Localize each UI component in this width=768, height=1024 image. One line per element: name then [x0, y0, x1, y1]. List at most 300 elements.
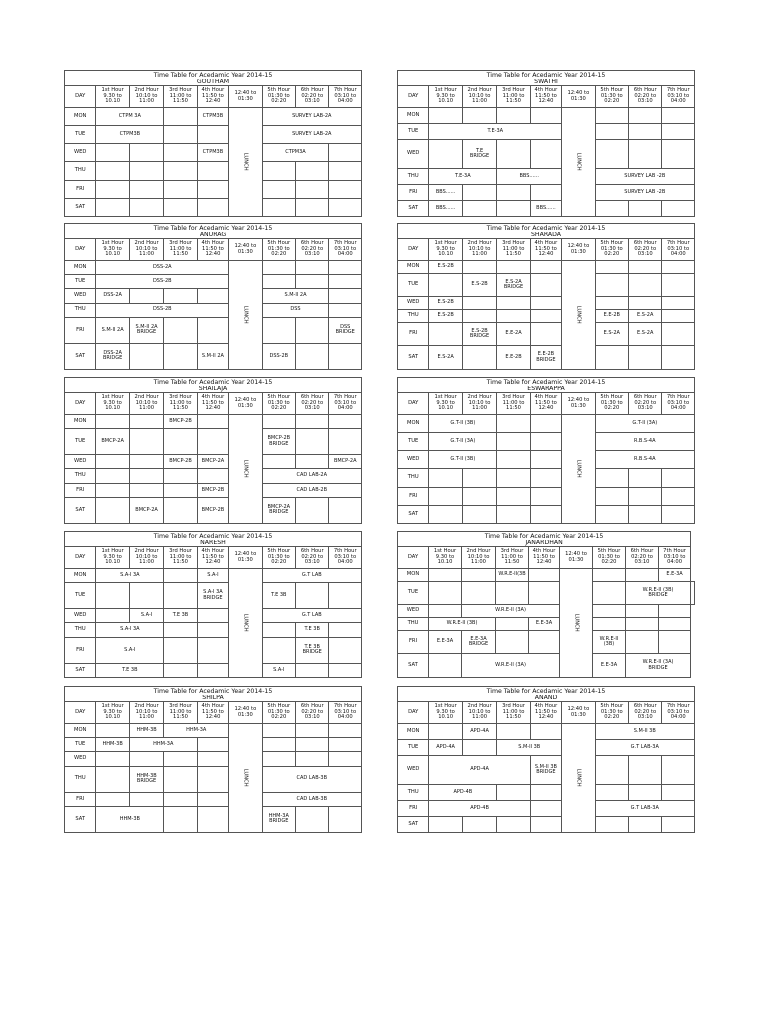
period-cell: CAD LAB-3B: [262, 766, 361, 792]
period-cell: [296, 663, 329, 677]
period-cell: [497, 433, 530, 451]
period-cell: [626, 618, 659, 631]
day-label: MON: [65, 108, 96, 126]
day-label: SAT: [398, 346, 429, 370]
period-cell: CTPM 3A: [96, 108, 164, 126]
day-row: [398, 817, 695, 833]
period-cell: T.E 3B: [262, 583, 295, 609]
period-cell: APD-4A: [429, 739, 462, 755]
hour-header: 7th Hour 03:10 to 04:00: [329, 547, 362, 569]
period-cell: E.S-2A: [429, 346, 462, 370]
period-cell: G.T LAB-3A: [595, 739, 694, 755]
period-cell: [197, 752, 228, 766]
period-cell: T.E 3B: [164, 609, 197, 623]
hour-header: 12:40 to 01:30: [229, 547, 262, 569]
period-cell: S.M-II 3B: [497, 739, 562, 755]
day-label: SAT: [65, 198, 96, 216]
period-cell: [96, 455, 129, 469]
period-cell: [129, 289, 163, 303]
day-row: [65, 429, 362, 455]
teacher-name: ANURAG: [65, 232, 362, 239]
period-cell: CAD LAB-3B: [262, 792, 361, 806]
period-cell: [462, 261, 496, 274]
period-cell: E.E-2B: [497, 346, 530, 370]
period-cell: [462, 469, 496, 487]
period-cell: [462, 297, 496, 310]
period-cell: [629, 297, 662, 310]
timetable-title: Time Table for Acedamic Year 2014-15: [65, 687, 362, 696]
period-cell: [497, 108, 530, 124]
hour-header: 5th Hour 01:30 to 02:20: [595, 86, 628, 108]
day-row: [65, 497, 362, 523]
day-row: [398, 310, 695, 323]
period-cell: [595, 487, 628, 505]
day-header: DAY: [65, 702, 96, 724]
period-cell: [129, 469, 163, 483]
day-row: [65, 415, 362, 429]
period-cell: [329, 429, 362, 455]
period-cell: [329, 497, 362, 523]
lunch-cell: [560, 569, 593, 678]
hour-header: 5th Hour 01:30 to 02:20: [595, 393, 628, 415]
day-label: THU: [398, 785, 429, 801]
period-cell: [497, 724, 530, 740]
lunch-cell: [229, 261, 262, 370]
period-cell: [329, 198, 362, 216]
period-cell: G.T LAB-3A: [595, 801, 694, 817]
period-cell: [662, 108, 695, 124]
period-cell: [197, 469, 228, 483]
timetable-grid: [64, 531, 362, 678]
teacher-name: SHILPA: [65, 695, 362, 702]
period-cell: [530, 433, 561, 451]
hour-header: 12:40 to 01:30: [229, 86, 262, 108]
period-cell: T.E-3A: [429, 123, 562, 139]
period-cell: R.B.S-4A: [595, 433, 694, 451]
period-cell: [329, 343, 362, 369]
period-cell: [262, 415, 295, 429]
day-row: [398, 469, 695, 487]
period-cell: [530, 310, 561, 323]
period-cell: [164, 180, 197, 198]
period-cell: HHM-3A: [164, 724, 229, 738]
day-header: DAY: [398, 239, 429, 261]
day-label: WED: [398, 297, 429, 310]
period-cell: [329, 303, 362, 317]
day-row: [398, 261, 695, 274]
period-cell: [462, 739, 496, 755]
period-cell: [296, 415, 329, 429]
period-cell: DSS-2B: [96, 303, 229, 317]
day-row: [398, 297, 695, 310]
period-cell: [296, 583, 329, 609]
period-cell: [197, 792, 228, 806]
period-cell: [462, 201, 496, 217]
lunch-label: LUNCH: [243, 460, 250, 478]
period-cell: [329, 752, 362, 766]
period-cell: [497, 505, 530, 523]
hour-header: 7th Hour 03:10 to 04:00: [662, 393, 695, 415]
period-cell: [626, 630, 659, 654]
period-cell: [626, 569, 659, 582]
period-cell: [197, 663, 228, 677]
hour-header: 6th Hour 02:20 to 03:10: [629, 86, 662, 108]
hour-header: 4th Hour 11:50 to 12:40: [197, 86, 228, 108]
day-label: FRI: [398, 630, 429, 654]
hour-header: 5th Hour 01:30 to 02:20: [595, 702, 628, 724]
period-cell: DSS BRIDGE: [329, 317, 362, 343]
period-cell: [262, 261, 295, 275]
period-cell: [462, 185, 496, 201]
period-cell: T.E 3B: [296, 623, 329, 637]
period-cell: W.R.E-II (3B): [429, 618, 496, 631]
period-cell: [462, 581, 496, 605]
period-cell: [629, 346, 662, 370]
lunch-label: LUNCH: [243, 614, 250, 632]
timetable-swathi: [397, 70, 695, 217]
hour-header: 1st Hour 9.30 to 10.10: [429, 547, 462, 569]
day-label: TUE: [65, 275, 96, 289]
period-cell: T.E 3B: [96, 663, 164, 677]
hour-header: 3rd Hour 11:00 to 11:50: [497, 86, 530, 108]
period-cell: [164, 317, 197, 343]
period-cell: G.T LAB: [262, 609, 361, 623]
hour-header: 2nd Hour 10:10 to 11:00: [129, 547, 163, 569]
period-cell: E.E-3A: [659, 569, 691, 582]
day-row: [65, 583, 362, 609]
day-row: [65, 569, 362, 583]
hour-header: 2nd Hour 10:10 to 11:00: [462, 239, 496, 261]
timetable-grid: [397, 686, 695, 833]
day-label: MON: [65, 261, 96, 275]
period-cell: [497, 451, 530, 469]
period-cell: [629, 108, 662, 124]
lunch-cell: [229, 108, 262, 217]
period-cell: G.T-II (3A): [595, 415, 694, 433]
period-cell: S.M-II 2A: [197, 343, 228, 369]
hour-header: 2nd Hour 10:10 to 11:00: [129, 702, 163, 724]
hour-header: 12:40 to 01:30: [562, 702, 595, 724]
period-cell: [593, 581, 626, 605]
day-label: FRI: [398, 185, 429, 201]
period-cell: E.S-2B: [429, 297, 462, 310]
period-cell: [595, 785, 628, 801]
period-cell: [497, 785, 530, 801]
period-cell: [595, 297, 628, 310]
timetable-janardhan: [397, 531, 695, 678]
period-cell: [164, 289, 197, 303]
timetable-title: Time Table for Acedamic Year 2014-15: [398, 532, 691, 541]
day-label: THU: [398, 169, 429, 185]
period-cell: [329, 162, 362, 180]
timetable-title: Time Table for Acedamic Year 2014-15: [398, 687, 695, 696]
hour-header: 6th Hour 02:20 to 03:10: [629, 393, 662, 415]
period-cell: DSS-2A: [96, 289, 129, 303]
period-cell: [662, 139, 695, 168]
period-cell: [197, 126, 228, 144]
period-cell: [662, 123, 695, 139]
period-cell: DSS-2B: [262, 343, 295, 369]
hour-header: 5th Hour 01:30 to 02:20: [262, 86, 295, 108]
lunch-cell: [562, 415, 595, 524]
period-cell: [629, 487, 662, 505]
period-cell: [462, 817, 496, 833]
period-cell: [429, 108, 462, 124]
period-cell: E.S-2B BRIDGE: [462, 322, 496, 346]
period-cell: W.R.E-II (3A) BRIDGE: [626, 654, 691, 678]
hour-header: 4th Hour 11:50 to 12:40: [197, 547, 228, 569]
timetable-grid: [397, 377, 695, 524]
period-cell: APD-4B: [429, 801, 530, 817]
period-cell: [197, 162, 228, 180]
period-cell: W.R.E-II (3B): [593, 630, 626, 654]
day-row: [65, 144, 362, 162]
period-cell: W.R.E-II (3A): [462, 605, 560, 618]
period-cell: [529, 630, 560, 654]
period-cell: [197, 766, 228, 792]
hour-header: 7th Hour 03:10 to 04:00: [329, 239, 362, 261]
period-cell: BMCP-2B: [197, 483, 228, 497]
period-cell: [296, 752, 329, 766]
period-cell: DSS: [262, 303, 329, 317]
period-cell: [296, 261, 329, 275]
period-cell: [262, 162, 295, 180]
period-cell: [129, 792, 163, 806]
teacher-name: GOUTHAM: [65, 79, 362, 86]
day-label: TUE: [398, 581, 429, 605]
period-cell: W.R.E-II (3B) BRIDGE: [626, 581, 691, 605]
day-label: WED: [65, 752, 96, 766]
period-cell: [595, 273, 628, 297]
hour-header: 6th Hour 02:20 to 03:10: [629, 239, 662, 261]
period-cell: BBS......: [530, 201, 561, 217]
period-cell: S.M-II 2A: [262, 289, 329, 303]
hour-header: 3rd Hour 11:00 to 11:50: [164, 547, 197, 569]
hour-header: 7th Hour 03:10 to 04:00: [329, 702, 362, 724]
period-cell: E.S-2B: [429, 261, 462, 274]
period-cell: HHM-3A: [129, 738, 197, 752]
hour-header: 2nd Hour 10:10 to 11:00: [462, 702, 496, 724]
day-row: [65, 752, 362, 766]
period-cell: [96, 198, 129, 216]
period-cell: [496, 618, 529, 631]
day-label: SAT: [65, 497, 96, 523]
timetable-title: Time Table for Acedamic Year 2014-15: [65, 532, 362, 541]
day-label: WED: [65, 144, 96, 162]
period-cell: [662, 346, 695, 370]
day-label: THU: [65, 766, 96, 792]
day-row: [398, 108, 695, 124]
period-cell: [197, 623, 228, 637]
day-row: [65, 483, 362, 497]
period-cell: [529, 581, 560, 605]
period-cell: E.S-2A: [595, 322, 628, 346]
day-label: TUE: [65, 738, 96, 752]
period-cell: HHM-3B: [129, 724, 163, 738]
timetable-title: Time Table for Acedamic Year 2014-15: [398, 71, 695, 80]
period-cell: APD-4B: [429, 785, 497, 801]
timetable-grid: [64, 377, 362, 524]
period-cell: T.E BRIDGE: [462, 139, 496, 168]
period-cell: [164, 497, 197, 523]
period-cell: [595, 108, 628, 124]
hour-header: 1st Hour 9.30 to 10.10: [96, 86, 129, 108]
period-cell: [595, 346, 628, 370]
hour-header: 5th Hour 01:30 to 02:20: [262, 547, 295, 569]
hour-header: 6th Hour 02:20 to 03:10: [629, 702, 662, 724]
hour-header: 12:40 to 01:30: [562, 393, 595, 415]
period-cell: [595, 469, 628, 487]
period-cell: [164, 429, 197, 455]
period-cell: S.M-II 2A: [96, 317, 129, 343]
period-cell: [129, 198, 163, 216]
period-cell: [197, 317, 228, 343]
day-row: [398, 201, 695, 217]
day-label: SAT: [398, 201, 429, 217]
period-cell: [429, 487, 462, 505]
lunch-label: LUNCH: [243, 153, 250, 171]
period-cell: [595, 261, 628, 274]
period-cell: [629, 201, 662, 217]
timetable-anurag: [64, 223, 362, 370]
period-cell: [496, 581, 529, 605]
period-cell: [129, 415, 163, 429]
period-cell: [429, 581, 462, 605]
timetable-grid: [64, 223, 362, 370]
period-cell: [129, 180, 163, 198]
period-cell: [662, 261, 695, 274]
day-row: [398, 505, 695, 523]
day-label: FRI: [398, 487, 429, 505]
period-cell: BMCP-2A: [197, 455, 228, 469]
period-cell: [329, 663, 362, 677]
period-cell: E.S-2B: [462, 273, 496, 297]
period-cell: [662, 487, 695, 505]
timetable-title: Time Table for Acedamic Year 2014-15: [65, 378, 362, 387]
period-cell: [164, 126, 197, 144]
hour-header: 6th Hour 02:20 to 03:10: [626, 547, 659, 569]
period-cell: [662, 297, 695, 310]
period-cell: [530, 185, 561, 201]
day-header: DAY: [65, 239, 96, 261]
day-label: THU: [65, 469, 96, 483]
period-cell: [530, 108, 561, 124]
day-label: WED: [65, 289, 96, 303]
hour-header: 2nd Hour 10:10 to 11:00: [462, 547, 496, 569]
teacher-name: JANARDHAN: [398, 540, 691, 547]
day-row: [65, 126, 362, 144]
period-cell: E.S-2B: [429, 310, 462, 323]
timetable-shailaja: [64, 377, 362, 524]
day-label: THU: [398, 310, 429, 323]
period-cell: S.A-I 3A: [96, 569, 164, 583]
lunch-cell: [229, 724, 262, 833]
lunch-label: LUNCH: [243, 769, 250, 787]
period-cell: [262, 724, 295, 738]
hour-header: 6th Hour 02:20 to 03:10: [296, 239, 329, 261]
day-row: [65, 162, 362, 180]
day-row: [65, 289, 362, 303]
period-cell: [164, 469, 197, 483]
day-label: MON: [65, 724, 96, 738]
day-row: [398, 581, 695, 605]
period-cell: [129, 429, 163, 455]
period-cell: [429, 322, 462, 346]
day-row: [398, 346, 695, 370]
period-cell: [329, 261, 362, 275]
period-cell: [129, 583, 163, 609]
hour-header: 4th Hour 11:50 to 12:40: [197, 239, 228, 261]
period-cell: [197, 180, 228, 198]
hour-header: 4th Hour 11:50 to 12:40: [197, 393, 228, 415]
period-cell: [96, 483, 129, 497]
hour-header: 3rd Hour 11:00 to 11:50: [164, 702, 197, 724]
hour-header: 7th Hour 03:10 to 04:00: [662, 702, 695, 724]
period-cell: [262, 738, 295, 752]
period-cell: SURVEY LAB-2A: [262, 126, 361, 144]
period-cell: [96, 792, 129, 806]
lunch-label: LUNCH: [576, 769, 583, 787]
period-cell: [262, 637, 295, 663]
period-cell: [129, 483, 163, 497]
timetable-title: Time Table for Acedamic Year 2014-15: [398, 378, 695, 387]
day-label: THU: [65, 303, 96, 317]
period-cell: [296, 806, 329, 832]
day-row: [398, 123, 695, 139]
day-label: TUE: [398, 273, 429, 297]
period-cell: [96, 415, 129, 429]
hour-header: 6th Hour 02:20 to 03:10: [296, 393, 329, 415]
timetable-eswarappa: [397, 377, 695, 524]
period-cell: S.A-I: [197, 569, 228, 583]
day-row: [398, 801, 695, 817]
period-cell: [662, 755, 695, 784]
period-cell: [164, 343, 197, 369]
period-cell: [164, 198, 197, 216]
period-cell: [530, 724, 561, 740]
day-label: FRI: [65, 637, 96, 663]
hour-header: 5th Hour 01:30 to 02:20: [593, 547, 626, 569]
period-cell: [429, 139, 462, 168]
period-cell: [329, 806, 362, 832]
period-cell: [462, 108, 496, 124]
timetable-grid: [397, 70, 695, 217]
period-cell: [530, 261, 561, 274]
period-cell: SURVEY LAB -2B: [595, 169, 694, 185]
period-cell: [593, 569, 626, 582]
period-cell: [164, 583, 197, 609]
period-cell: [595, 505, 628, 523]
hour-header: 4th Hour 11:50 to 12:40: [530, 702, 561, 724]
period-cell: [296, 724, 329, 738]
day-label: MON: [398, 108, 429, 124]
period-cell: [659, 618, 691, 631]
day-label: TUE: [65, 126, 96, 144]
period-cell: [296, 429, 329, 455]
period-cell: [296, 455, 329, 469]
period-cell: S.A-I: [129, 609, 163, 623]
day-label: MON: [65, 415, 96, 429]
day-row: [398, 785, 695, 801]
period-cell: [262, 623, 295, 637]
day-row: [65, 792, 362, 806]
period-cell: BMCP-2A: [96, 429, 129, 455]
period-cell: [429, 273, 462, 297]
period-cell: DSS-2B: [96, 275, 229, 289]
period-cell: [629, 273, 662, 297]
period-cell: [595, 139, 628, 168]
hour-header: 3rd Hour 11:00 to 11:50: [164, 393, 197, 415]
